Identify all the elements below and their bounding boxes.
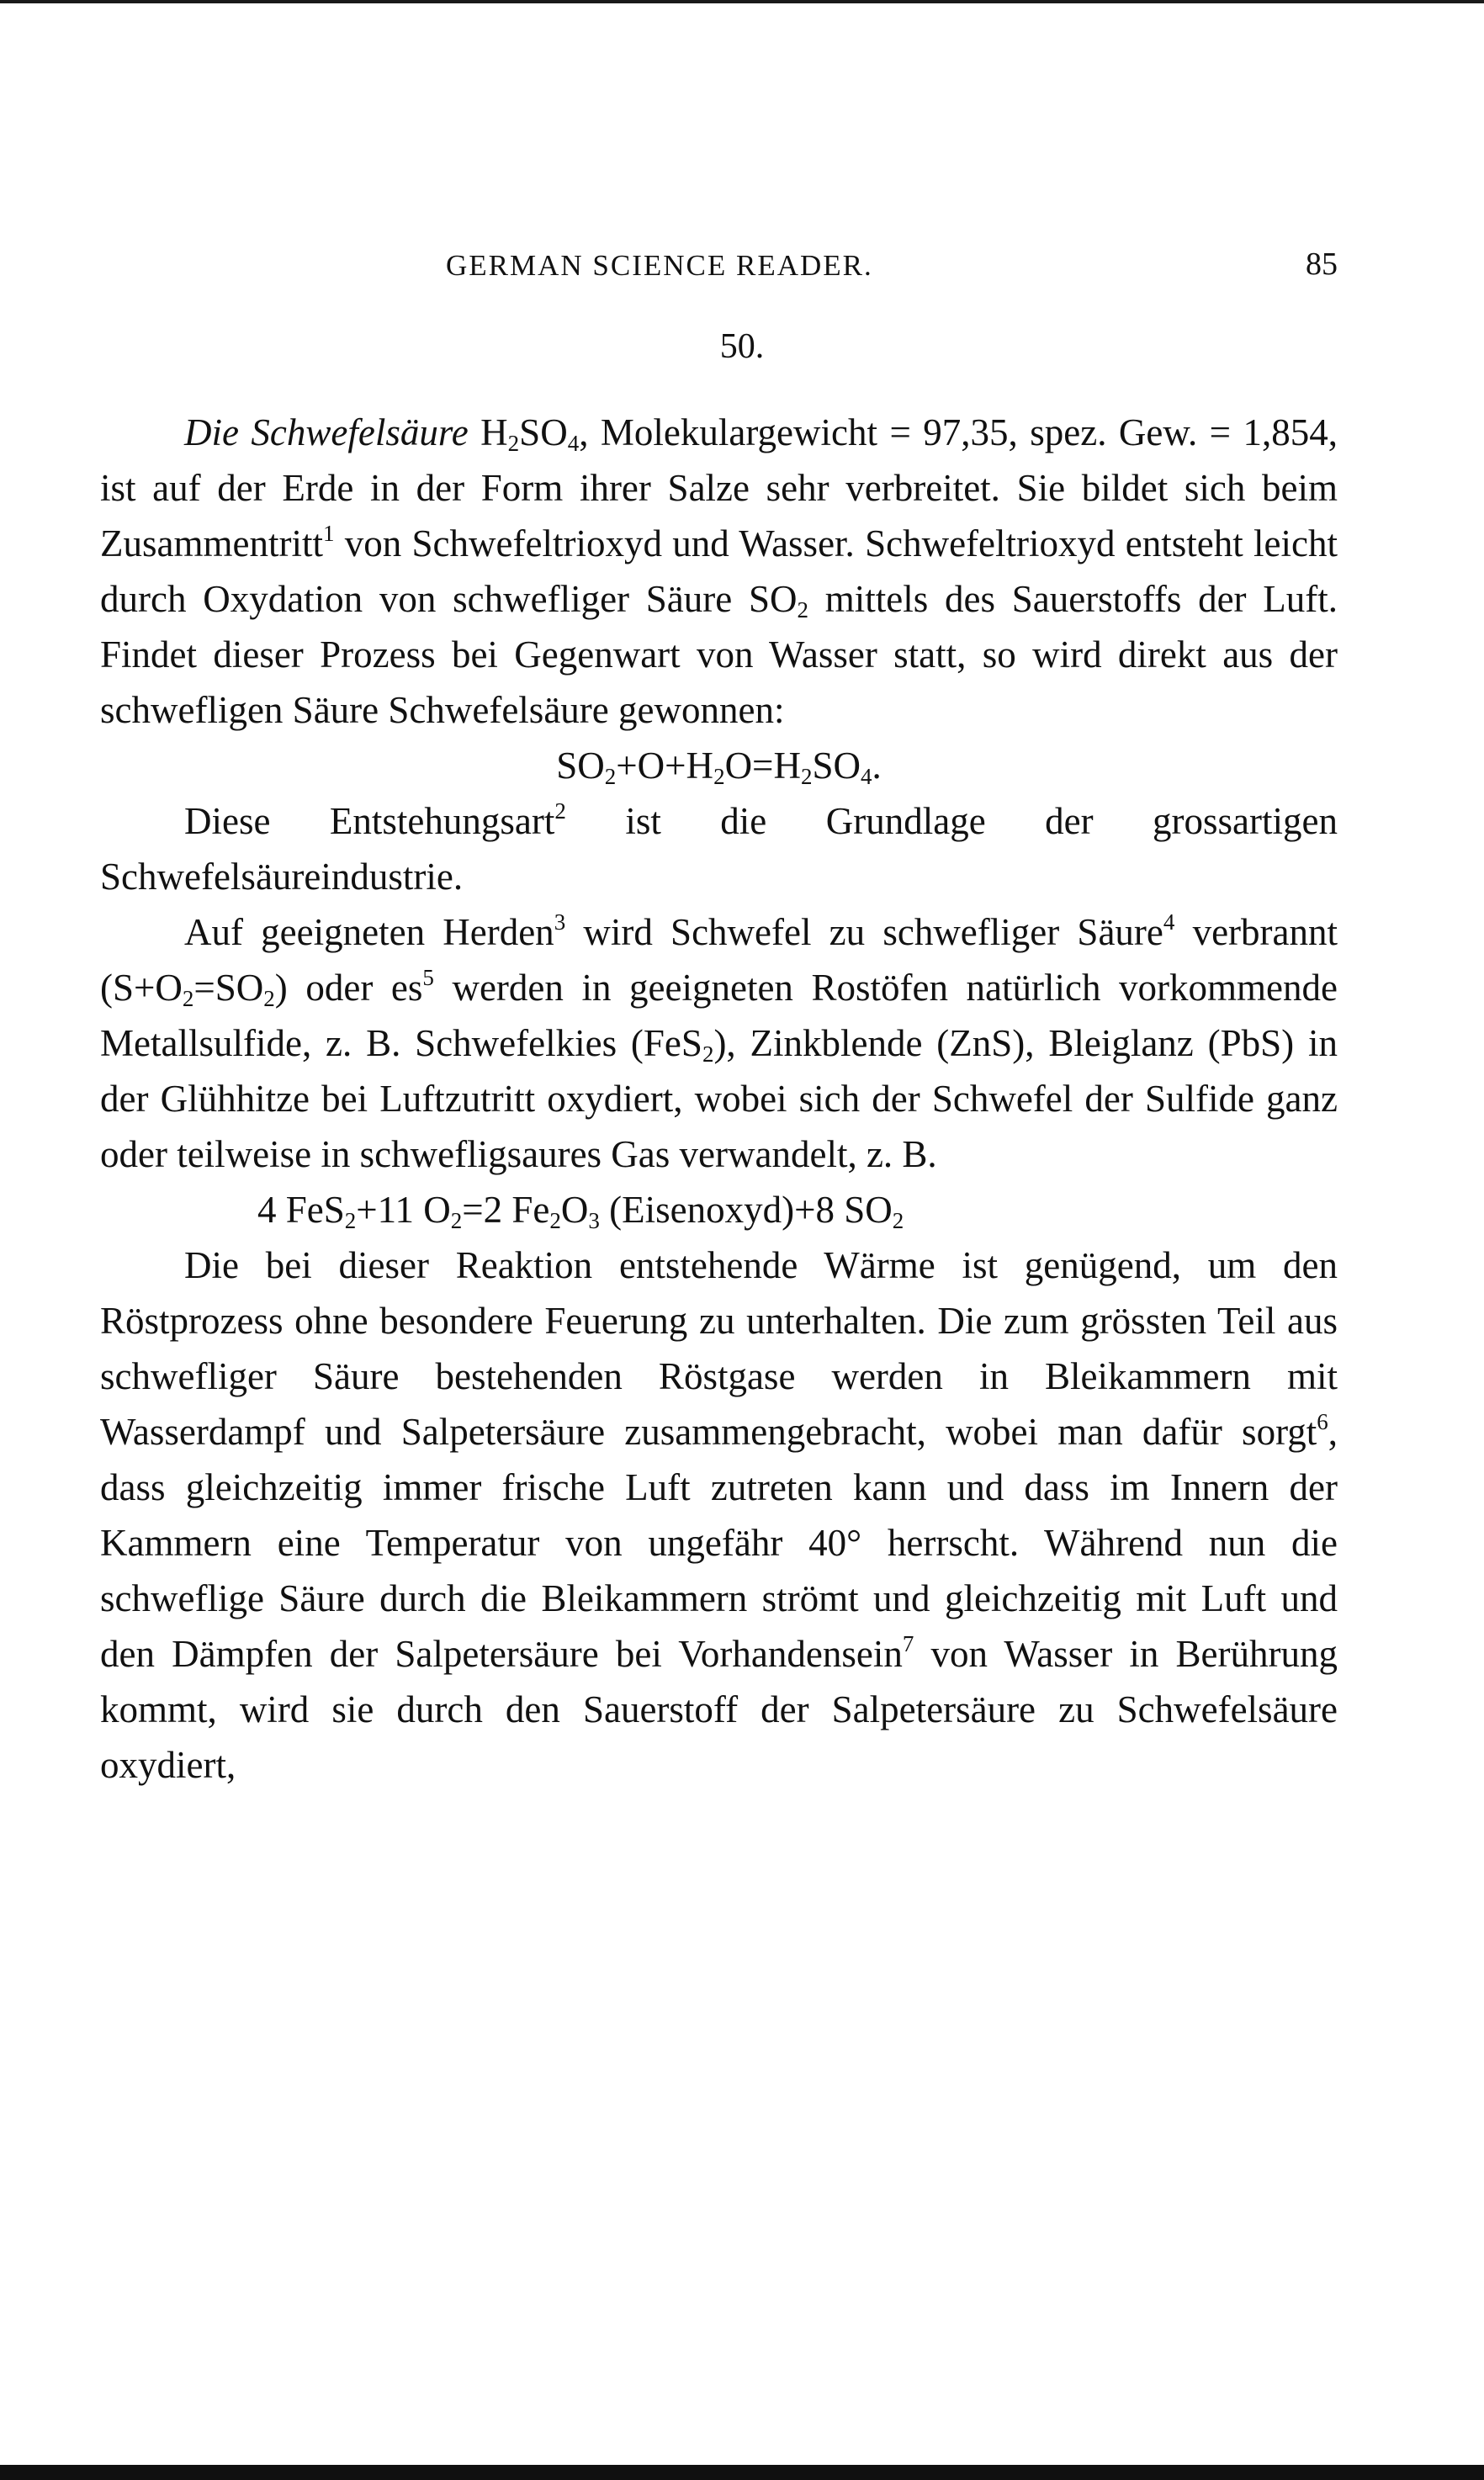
footnote-marker: 3 — [554, 909, 566, 935]
paragraph-3: Auf geeigneten Herden$^3$ wird Schwefel zu schwefliger Säure$^4$ verbrannt $(S+O_2=SO_2)$ oder $es^5$ werden in geeigneten Rostöfen natürlich vorkommende Metallsulfide, z. B. Schwefelkies (FeS$_2$), Zinkblende (ZnS), Bleiglanz (PbS) in der Glühhitze bei Luftzutritt oxydiert, wobei sich der Schwefel der Sulfide ganz oder teilweise in schwefligsaures Gas verwandelt, z. B. — [100, 909, 1338, 1175]
footnote-marker: 6 — [1317, 1409, 1328, 1434]
body-text — [100, 405, 1338, 1793]
page-number: 85 — [1306, 246, 1338, 282]
footnote-marker: 5 — [422, 965, 434, 990]
footnote-marker: 4 — [1163, 909, 1175, 935]
footnote-marker: 7 — [902, 1631, 914, 1656]
running-header — [446, 246, 1338, 291]
footnote-marker: 2 — [554, 798, 566, 824]
running-title: GERMAN SCIENCE READER. — [446, 249, 873, 282]
top-edge-rule — [0, 0, 1484, 3]
article-title: Die Schwefelsäure — [184, 411, 469, 453]
footnote-marker: 1 — [322, 521, 335, 546]
equation-pyrite-roasting: 4 FeS$_2$+11 $O_2=2$ $Fe_2O_3$ (Eisenoxyd)+8 $SO_2$ — [257, 1189, 904, 1233]
paragraph-1: Die Schwefelsäure $H_2SO_4$, Molekulargewicht = 97,35, spez. Gew. = 1,854, ist auf der Erde in der Form ihrer Salze sehr verbreitet. Sie bildet sich beim Zusammentritt$^1$ von Schwefeltrioxyd und Wasser. Schwefeltrioxyd entsteht leicht durch Oxydation von schwefliger Säure $SO_2$ mittels des Sauerstoffs der Luft. Findet dieser Prozess bei Gegenwart von Wasser statt, so wird direkt aus der schwefligen Säure Schwefelsäure gewonnen: — [100, 411, 1338, 731]
paragraph-2: Diese Entstehungsart$^2$ ist die Grundlage der grossartigen Schwefelsäureindustrie. — [100, 798, 1338, 898]
section-number: 50. — [719, 327, 765, 366]
bottom-edge-bar — [0, 2465, 1484, 2480]
paragraph-4: Die bei dieser Reaktion entstehende Wärme ist genügend, um den Röstprozess ohne besondere Feuerung zu unterhalten. Die zum grössten Teil aus schwefliger Säure bestehenden Röstgase werden in Bleikammern mit Wasserdampf und Salpetersäure zusammengebracht, wobei man dafür sorgt$^6$, dass gleichzeitig immer frische Luft zutreten kann und dass im Innern der Kammern eine Temperatur von ungefähr 40° herrscht. Während nun die schweflige Säure durch die Bleikammern strömt und gleichzeitig mit Luft und den Dämpfen der Salpetersäure bei Vorhandensein$^7$ von Wasser in Berührung kommt, wird sie durch den Sauerstoff der Salpetersäure zu Schwefelsäure oxydiert, — [100, 1244, 1338, 1786]
equation-sulfuric-acid: $SO_2+O+H_2O=H_2SO_4$. — [556, 745, 882, 789]
